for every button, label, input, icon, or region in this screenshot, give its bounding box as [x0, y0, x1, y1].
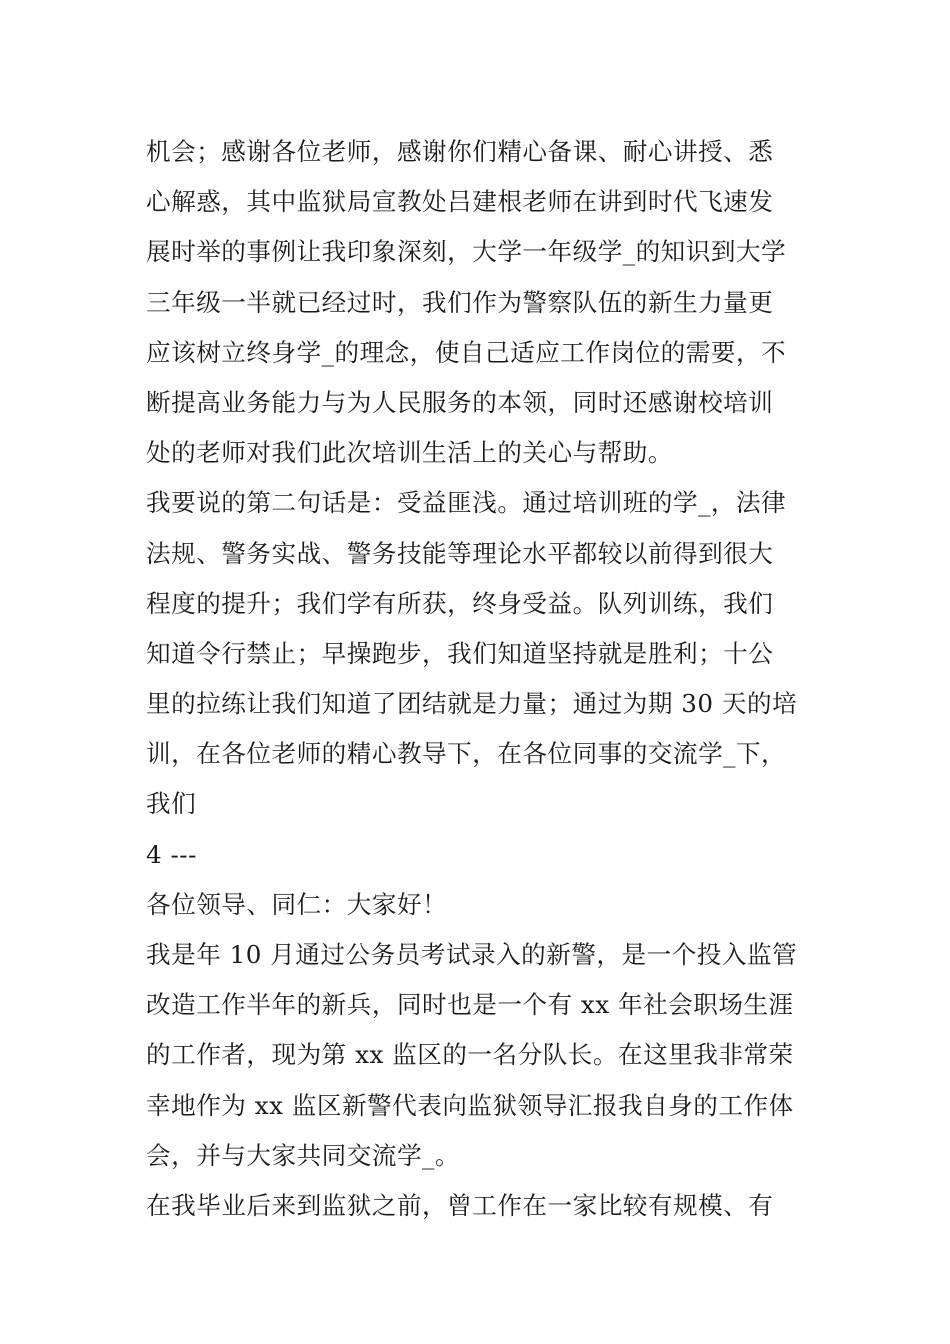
greeting-line: 各位领导、同仁：大家好！ — [146, 889, 448, 919]
text-line: 心解惑，其中监狱局宣教处吕建根老师在讲到时代飞速发 — [146, 187, 774, 217]
text-line: 我要说的第二句话是：受益匪浅。通过培训班的学_，法律 — [146, 488, 787, 518]
document-body — [146, 127, 806, 1231]
text-line: 应该树立终身学_的理念，使自己适应工作岗位的需要，不 — [146, 337, 787, 367]
text-line: 会，并与大家共同交流学_。 — [146, 1140, 460, 1170]
text-line: 机会；感谢各位老师，感谢你们精心备课、耐心讲授、悉 — [146, 137, 774, 166]
text-line: 展时举的事例让我印象深刻，大学一年级学_的知识到大学 — [146, 237, 787, 267]
text-line: 的工作者，现为第 xx 监区的一名分队长。在这里我非常荣 — [146, 1040, 794, 1070]
text-line: 在我毕业后来到监狱之前，曾工作在一家比较有规模、有 — [146, 1190, 774, 1220]
text-line: 训，在各位老师的精心教导下，在各位同事的交流学_下， — [146, 739, 787, 769]
text-line: 断提高业务能力与为人民服务的本领，同时还感谢校培训 — [146, 387, 774, 417]
text-line: 三年级一半就已经过时，我们作为警察队伍的新生力量更 — [146, 287, 774, 317]
text-line: 处的老师对我们此次培训生活上的关心与帮助。 — [146, 438, 673, 468]
text-line: 我们 — [146, 789, 197, 819]
page-separator: 4 --- — [146, 839, 197, 869]
text-line: 我是年 10 月通过公务员考试录入的新警，是一个投入监管 — [146, 940, 798, 969]
text-line: 改造工作半年的新兵，同时也是一个有 xx 年社会职场生涯 — [146, 990, 794, 1020]
text-line: 法规、警务实战、警务技能等理论水平都较以前得到很大 — [146, 538, 774, 568]
text-line: 幸地作为 xx 监区新警代表向监狱领导汇报我自身的工作体 — [146, 1090, 794, 1120]
text-line: 程度的提升；我们学有所获，终身受益。队列训练，我们 — [146, 588, 774, 618]
text-line: 里的拉练让我们知道了团结就是力量；通过为期 30 天的培 — [146, 689, 798, 719]
text-line: 知道令行禁止；早操跑步，我们知道坚持就是胜利；十公 — [146, 638, 774, 668]
